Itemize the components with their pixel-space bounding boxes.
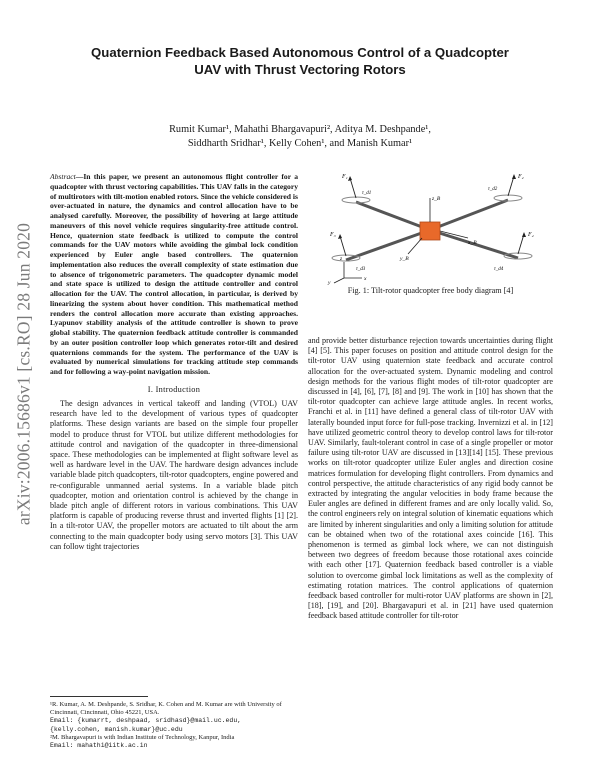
footnote-2: ²M. Bhargavapuri is with Indian Institute of Technology, Kanpur, India	[50, 733, 235, 741]
label-zb: z_B	[432, 196, 441, 202]
label-y: y	[328, 280, 331, 285]
label-z: z	[340, 256, 343, 262]
figure-caption: Fig. 1: Tilt-rotor quadcopter free body diagram [4]	[347, 286, 514, 295]
inertial-axis-y	[334, 278, 344, 283]
footnote-1: ¹R. Kumar, A. M. Deshpande, S. Sridhar, K. Cohen and M. Kumar are with University of Cincinnati, Cincinnati, Ohio 45221, USA.	[50, 701, 282, 717]
thrust-arrow-3	[340, 236, 346, 256]
label-F4: F₄	[528, 232, 534, 238]
label-F3: F₃	[330, 232, 336, 238]
label-F1: F₁	[342, 174, 348, 180]
footnote-1-email-a: Email: {kumarrt, deshpaad, sridhasd}@mail.uc.edu,	[50, 717, 242, 725]
thrust-arrowhead-3	[338, 234, 342, 239]
author-line-2: Siddharth Sridhar¹, Kelly Cohen¹, and Manish Kumar¹	[187, 138, 413, 149]
abstract-body: —In this paper, we present an autonomous flight controller for a quadcopter with thrust vectoring capabilities. This UAV falls in the category of multirotors with tilt-motion enabled rotors. Since the vehicle considered is over-actuated in nature, the dynamics and control allocation have to be analysed carefully. Moreover, the possibility of hovering at large attitude maneuvers of this novel vehicle requires singularity-free attitude control. Hence, quaternion state feedback is utilized to compute the control commands for the UAV motors while avoiding the gimbal lock condition experienced by Euler angle based controllers. The quaternion implementation also reduces the overall complexity of state estimation due to absence of trigonometric parameters. The quadcopter dynamic model and state space is utilized to design the attitude controller and control allocation for the UAV. The control allocation, in particular, is derived by linearizing the system about hover condition. This mathematical method renders the control allocation more accurate than existing approaches. Lyapunov stability analysis of the attitude controller is shown to prove global stability. The quaternion feedback attitude controller is commanded by an outer position controller loop which generates rotor-tilt and desired quaternions commands for the system. The performance of the UAV is evaluated by numerical simulations for tracking attitude step commands and for following a way-point navigation mission.	[50, 172, 298, 376]
thrust-arrow-1	[350, 178, 356, 198]
arm-2	[430, 200, 508, 230]
author-line-1: Rumit Kumar¹, Mahathi Bhargavapuri², Aditya M. Deshpande¹,	[169, 124, 431, 135]
abstract-label: Abstract	[50, 172, 76, 181]
intro-paragraph-left: The design advances in vertical takeoff and landing (VTOL) UAV research have led to the development of various types of quadcopter platforms. These design variants are based on the simple four propeller model to produce thrust for VTOL but utilize different methodologies for attitude control and navigation of the quadcopter in three-dimensional space. These methodologies can be implemented at flight software level as well as hardware level in the UAV. The hardware design advances include variable blade pitch quadcopters, tilt-rotor quadcopters, engine powered and re-configurable unmanned aerial systems. In a variable blade pitch quadcopter, motion and orientation control is achieved by the change in blade pitch angle of different rotors in various combinations. This UAV platform is capable of producing reverse thrust and inverted flights [1] [2]. In a tilt-rotor UAV, the propeller motors are actuated to tilt about the arm connecting to the main quadcopter body using servo motors [3]. This UAV can follow tight trajectories	[50, 398, 298, 551]
intro-paragraph-right: and provide better disturbance rejection towards uncertainties during flight [4] [5]. This paper focuses on position and attitude control design for the tilt-rotor UAV using quaternion state feedback and accurate control allocation for the over-actuated system. Dynamic modeling and control design methods for the various flight modes of tilt-rotor quadcopter are discussed in [4], [6], [7], [8] and [9]. The work in [10] has shown that the tilt-rotor quadcopter can achieve large attitude angles. In recent works, Franchi et al. in [11] have defined a general class of tilt-rotor UAV with laterally bounded input force for full-pose tracking. Invernizzi et al. in [12] have utilized geometric control theory to develop control laws for tilt-rotor UAV. Similarly, fault-tolerant control in case of a single propeller or motor failure using tilt-rotor UAV are discussed in [13][14] [15]. These previous works on tilt-rotor quadcopter utilize Euler angles and direction cosine matrices formulation for developing flight controllers. From dynamics and control perspective, the attitude characteristics of any rigid body cannot be extracted by integrating the angular velocities in body frame because the Euler angles are defined in different frames and are only locally valid. So, the control engineers rely on integral solution of kinematic equations which are limited by inherent singularities and only a limiting solution for attitude can be obtained when two of the rotational axes coincide [16]. This phenomenon is termed as gimbal lock where, we can not distinguish between two degrees of freedom because those rotational axes coincide with each other [17]. Quaternion feedback based controller is a viable solution to overcome gimbal lock limitations as well as the complexity of estimating rotation matrices. The control applications of quaternion feedback based controller for multi-rotor UAV platforms are shown in [2], [18], [19], and [20]. Bhargavapuri et al. in [21] have used quaternion feedback based attitude controller for tilt-rotor	[308, 336, 553, 621]
arm-3	[346, 230, 430, 260]
label-F2: F₂	[518, 174, 524, 180]
label-x: x	[364, 276, 367, 282]
footnote-rule	[50, 696, 148, 697]
thrust-arrowhead-1	[348, 176, 352, 181]
body-axis-y	[408, 238, 422, 254]
right-column	[308, 336, 553, 622]
label-tau-3: τ_d3	[356, 267, 366, 272]
thrust-arrowhead-4	[522, 232, 526, 237]
thrust-arrowhead-2	[512, 174, 516, 179]
arxiv-stamp	[6, 178, 42, 570]
arxiv-stamp-text: arXiv:2006.15686v1 [cs.RO] 28 Jun 2020	[13, 222, 34, 526]
label-tau-4: τ_d4	[494, 267, 504, 272]
paper-title: Quaternion Feedback Based Autonomous Control of a Quadcopter UAV with Thrust Vectoring Rotors	[91, 45, 509, 77]
section-heading-introduction: I. Introduction	[147, 384, 201, 394]
label-tau-2: τ_d2	[488, 187, 498, 192]
footnote-2-email: Email: mahathi@iitk.ac.in	[50, 742, 148, 750]
label-xb: x_B	[468, 240, 477, 246]
author-list	[110, 123, 490, 151]
figure-free-body-diagram	[318, 170, 550, 285]
quadcopter-body	[420, 222, 440, 240]
footnote-1-email-b: {kelly.cohen, manish.kumar}@uc.edu	[50, 725, 183, 733]
left-column	[50, 172, 298, 552]
footnotes	[50, 696, 298, 750]
label-yb: y_B	[400, 256, 409, 262]
arm-1	[356, 202, 430, 230]
free-body-diagram-svg	[318, 170, 550, 285]
abstract	[50, 172, 298, 377]
label-tau-1: τ_d1	[362, 191, 372, 196]
